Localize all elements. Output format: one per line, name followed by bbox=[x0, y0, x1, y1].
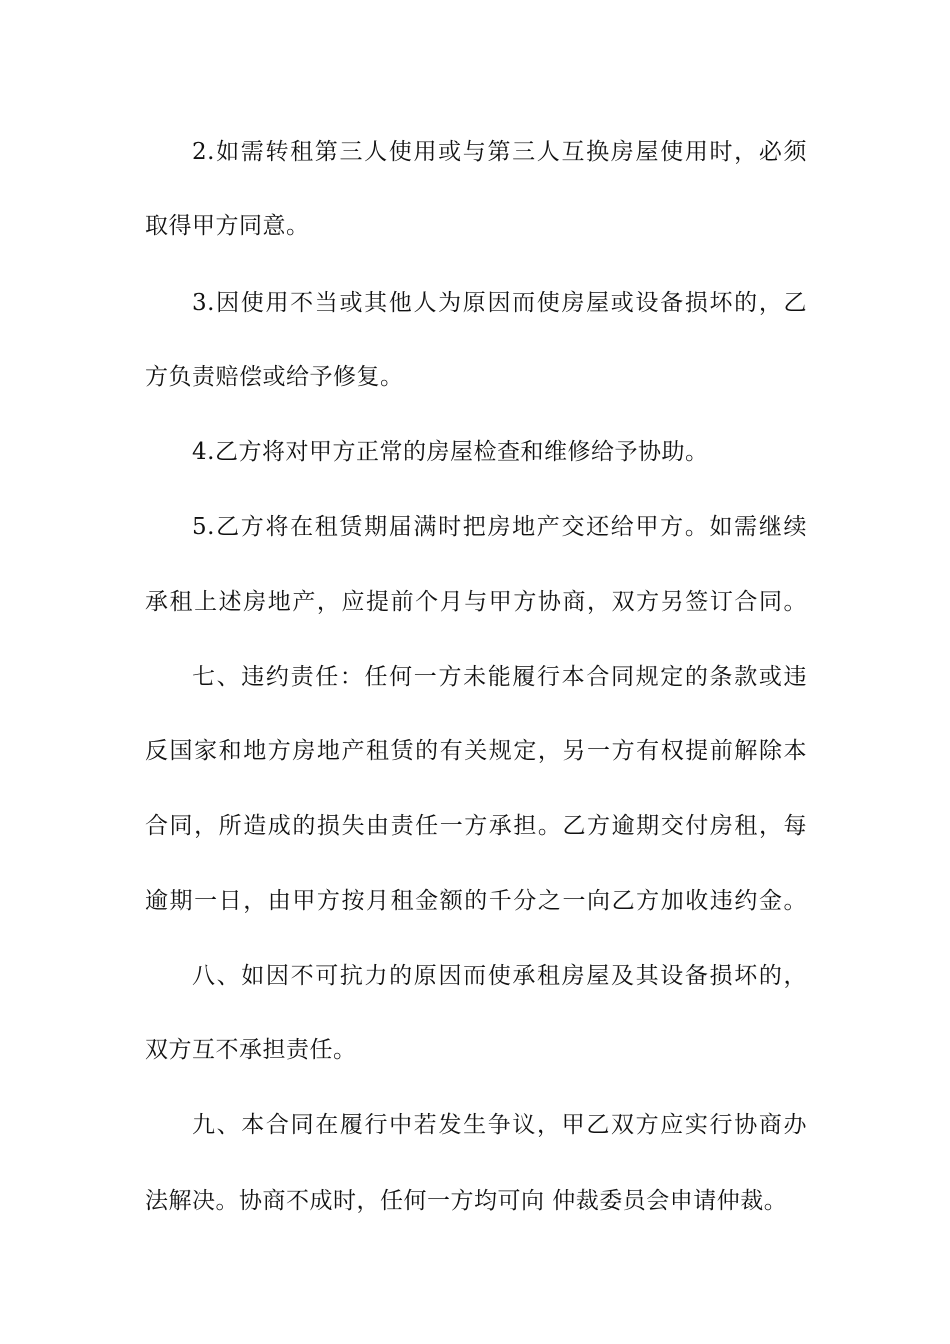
text-line: 逾期一日，由甲方按月租金额的千分之一向乙方加收违约金。 bbox=[145, 888, 807, 914]
text-line: 取得甲方同意。 bbox=[145, 213, 310, 239]
text-line: 七、违约责任：任何一方未能履行本合同规定的条款或违 bbox=[192, 664, 807, 690]
text-line: 方负责赔偿或给予修复。 bbox=[145, 364, 404, 390]
text-line: 合同，所造成的损失由责任一方承担。乙方逾期交付房租，每 bbox=[145, 813, 807, 839]
text-line: 2.如需转租第三人使用或与第三人互换房屋使用时，必须 bbox=[192, 139, 807, 165]
text-line: 4.乙方将对甲方正常的房屋检查和维修给予协助。 bbox=[192, 439, 709, 465]
text-line: 九、本合同在履行中若发生争议，甲乙双方应实行协商办 bbox=[192, 1112, 807, 1138]
text-line: 5.乙方将在租赁期届满时把房地产交还给甲方。如需继续 bbox=[192, 514, 807, 540]
text-line: 反国家和地方房地产租赁的有关规定，另一方有权提前解除本 bbox=[145, 738, 807, 764]
text-line: 八、如因不可抗力的原因而使承租房屋及其设备损坏的， bbox=[192, 963, 807, 989]
text-line: 承租上述房地产，应提前个月与甲方协商，双方另签订合同。 bbox=[145, 589, 807, 615]
text-line: 法解决。协商不成时，任何一方均可向 仲裁委员会申请仲裁。 bbox=[145, 1188, 788, 1214]
text-line: 双方互不承担责任。 bbox=[145, 1037, 357, 1063]
text-line: 3.因使用不当或其他人为原因而使房屋或设备损坏的，乙 bbox=[192, 290, 807, 316]
